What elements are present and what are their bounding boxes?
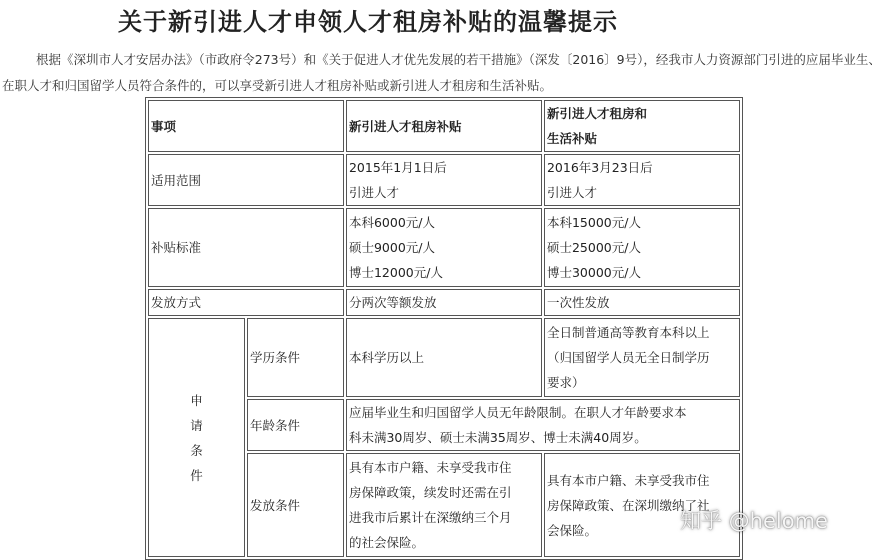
header-rent-subsidy: 新引进人才租房补贴 xyxy=(346,100,542,152)
header-rent-living-subsidy xyxy=(544,100,740,152)
age-requirement-line2: 科未满30周岁、硕士未满35周岁、博士未满40周岁。 xyxy=(348,430,647,445)
standard-rent xyxy=(346,208,542,287)
standard-rent-doctor: 博士12000元/人 xyxy=(348,265,443,280)
issue-rent xyxy=(346,453,542,557)
issue-rent-line2: 房保障政策，续发时还需在引 xyxy=(348,485,512,500)
table-row-education xyxy=(148,318,740,397)
education-rent: 本科学历以上 xyxy=(346,318,542,397)
standard-rent-master: 硕士9000元/人 xyxy=(348,240,436,255)
row-label-standard: 补贴标准 xyxy=(148,208,344,287)
conditions-char-2: 请 xyxy=(190,417,203,433)
conditions-char-3: 条 xyxy=(190,442,203,458)
scope-rent-living xyxy=(544,154,740,206)
table-row-standard xyxy=(148,208,740,287)
table-row-method xyxy=(148,289,740,316)
education-rent-living-line1: 全日制普通高等教育本科以上 xyxy=(546,325,710,340)
age-requirement xyxy=(346,399,740,451)
method-rent-living: 一次性发放 xyxy=(544,289,740,316)
standard-rent-living-master: 硕士25000元/人 xyxy=(546,240,641,255)
issue-rent-line3: 进我市后累计在深缴纳三个月 xyxy=(348,510,512,525)
standard-rent-living-bachelor: 本科15000元/人 xyxy=(546,215,641,230)
table-header-row xyxy=(148,100,740,152)
scope-rent xyxy=(346,154,542,206)
subsidy-table xyxy=(145,97,743,560)
education-rent-living xyxy=(544,318,740,397)
row-label-scope: 适用范围 xyxy=(148,154,344,206)
intro-paragraph xyxy=(2,47,882,99)
page-title: 关于新引进人才申领人才租房补贴的温馨提示 xyxy=(118,8,618,36)
header-col3-line1: 新引进人才租房和 xyxy=(546,106,647,121)
header-item: 事项 xyxy=(148,100,344,152)
standard-rent-living xyxy=(544,208,740,287)
table-row-scope xyxy=(148,154,740,206)
scope-rent-line2: 引进人才 xyxy=(348,185,399,200)
row-label-issue: 发放条件 xyxy=(247,453,344,557)
standard-rent-living-doctor: 博士30000元/人 xyxy=(546,265,641,280)
issue-rent-line4: 的社会保险。 xyxy=(348,535,424,550)
row-label-education: 学历条件 xyxy=(247,318,344,397)
conditions-char-1: 申 xyxy=(190,392,203,408)
scope-rent-line1: 2015年1月1日后 xyxy=(348,160,447,175)
standard-rent-bachelor: 本科6000元/人 xyxy=(348,215,436,230)
method-rent: 分两次等额发放 xyxy=(346,289,542,316)
education-rent-living-line3: 要求） xyxy=(546,375,585,390)
education-rent-living-line2: （归国留学人员无全日制学历 xyxy=(546,350,710,365)
issue-rent-line1: 具有本市户籍、未享受我市住 xyxy=(348,460,512,475)
intro-text: 根据《深圳市人才安居办法》（市政府令273号）和《关于促进人才优先发展的若干措施》（深发〔2016〕9号），经我市人力资源部门引进的应届毕业生、在职人才和归国留学人员符合条件的，可以享受新引进人才租房补贴或新引进人才租房和生活补贴。 xyxy=(2,52,881,93)
conditions-group-label xyxy=(148,318,245,557)
scope-rent-living-line1: 2016年3月23日后 xyxy=(546,160,653,175)
age-requirement-line1: 应届毕业生和归国留学人员无年龄限制。在职人才年龄要求本 xyxy=(348,405,687,420)
conditions-char-4: 件 xyxy=(190,467,203,483)
scope-rent-living-line2: 引进人才 xyxy=(546,185,597,200)
row-label-age: 年龄条件 xyxy=(247,399,344,451)
issue-rent-living-line2: 房保障政策、在深圳缴纳了社 xyxy=(546,497,710,513)
issue-rent-living-line3: 会保险。 xyxy=(546,522,597,538)
row-label-method: 发放方式 xyxy=(148,289,344,316)
issue-rent-living-line1: 具有本市户籍、未享受我市住 xyxy=(546,472,710,488)
header-col3-line2: 生活补贴 xyxy=(546,131,597,146)
zhihu-watermark: 知乎 @helome xyxy=(680,509,828,533)
